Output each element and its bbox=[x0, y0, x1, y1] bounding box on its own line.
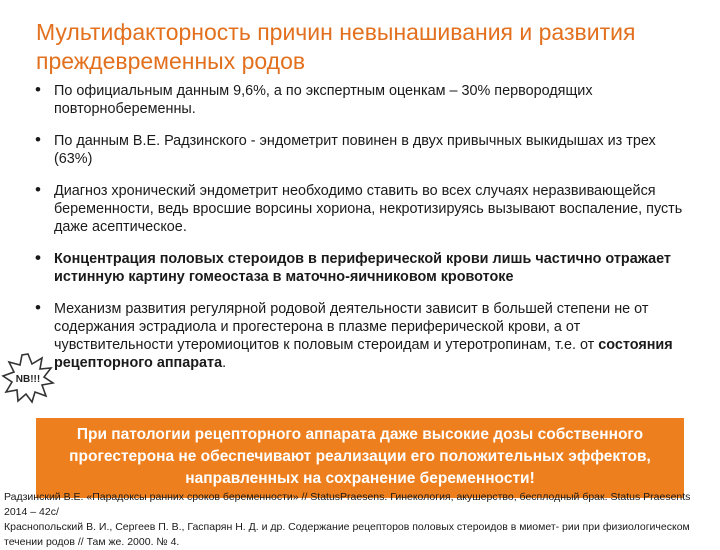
nb-burst-icon bbox=[2, 352, 54, 404]
bullet-text-bold: состояния рецепторного аппарата bbox=[54, 337, 673, 371]
bullet-list bbox=[30, 82, 690, 372]
bullet-text: . bbox=[222, 355, 227, 371]
bullet-item bbox=[30, 182, 690, 236]
callout-box: При патологии рецепторного аппарата даже высокие дозы собственного прогестерона не обеспечивают реализации его положительных эффектов, направленных на сохранение беременности! bbox=[36, 418, 684, 498]
bullet-item bbox=[30, 300, 690, 372]
reference-item: Краснопольский В. И., Сергеев П. В., Гаспарян Н. Д. и др. Содержание рецепторов половых стероидов в миомет- рии при физиологическом течении родов // Там же. 2000. № 4. bbox=[4, 521, 690, 548]
bullet-item bbox=[30, 132, 690, 168]
nb-badge-text: NB!!! bbox=[15, 374, 41, 385]
bullet-item bbox=[30, 250, 690, 286]
reference-item: Радзинский В.Е. «Парадоксы ранних сроков беременности» // StatusPraesens. Гинекология, акушерство, бесплодный брак. Status Praesents 2014 – 42с/ bbox=[4, 491, 691, 518]
references bbox=[4, 490, 716, 550]
bullet-text: По официальным данным 9,6%, а по экспертным оценкам – 30% первородящих повторнобеременны. bbox=[54, 83, 593, 117]
bullet-text: Концентрация половых стероидов в периферической крови лишь частично отражает истинную картину гомеостаза в маточно-яичниковом кровотоке bbox=[54, 251, 671, 285]
bullet-item bbox=[30, 82, 690, 118]
slide-title: Мультифакторность причин невынашивания и развития преждевременных родов bbox=[36, 19, 636, 74]
bullet-text: Механизм развития регулярной родовой деятельности зависит в большей степени не от содержания эстрадиола и прогестерона в плазме периферической крови, а от чувствительности утеромиоцитов к половым стероидам и утеротропинам, т.е. от bbox=[54, 301, 649, 353]
bullet-text: По данным В.Е. Радзинского - эндометрит повинен в двух привычных выкидышах из трех (63%) bbox=[54, 133, 656, 167]
bullet-text: Диагноз хронический эндометрит необходимо ставить во всех случаях неразвивающейся беременности, ведь вросшие ворсины хориона, некротизируясь вызывают воспаление, пусть даже асептическое. bbox=[54, 183, 683, 235]
